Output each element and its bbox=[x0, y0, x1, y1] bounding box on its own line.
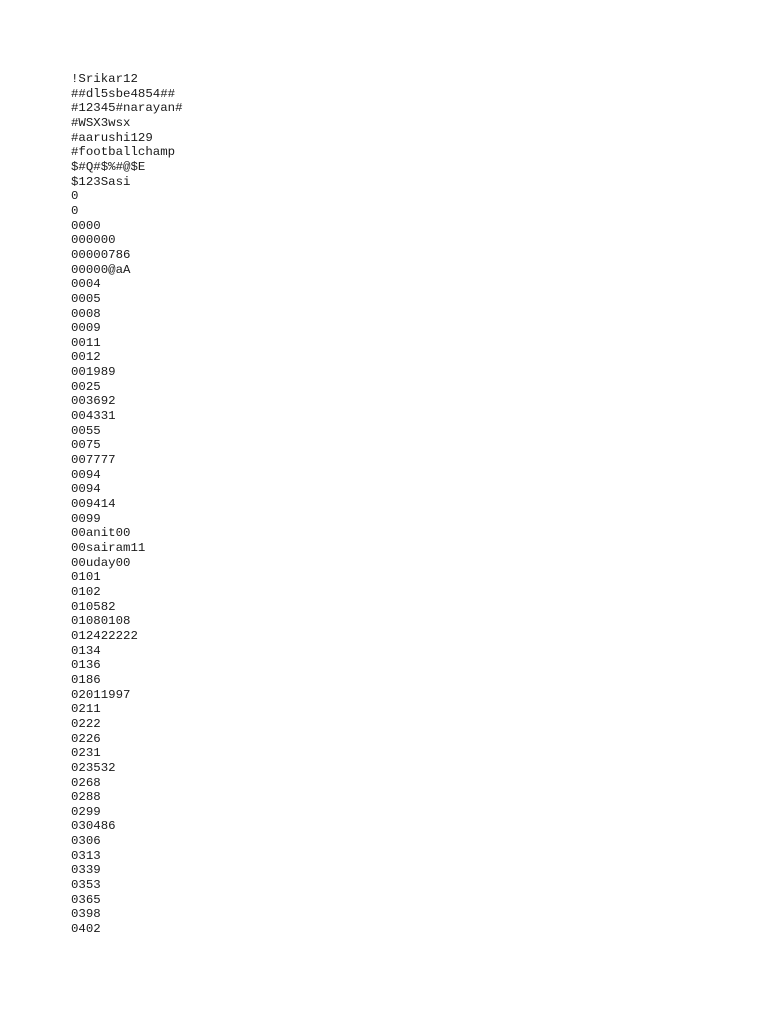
text-line: 007777 bbox=[71, 453, 116, 468]
text-line: 0101 bbox=[71, 570, 101, 585]
text-line: 000000 bbox=[71, 233, 116, 248]
text-line: 012422222 bbox=[71, 628, 138, 643]
text-line: 0226 bbox=[71, 731, 101, 746]
text-line: 0339 bbox=[71, 863, 101, 878]
text-line: 0025 bbox=[71, 379, 101, 394]
text-line: 0398 bbox=[71, 907, 101, 922]
text-line: 0211 bbox=[71, 702, 101, 717]
text-line: 0005 bbox=[71, 291, 101, 306]
text-line: $#Q#$%#@$E bbox=[71, 159, 146, 174]
text-line: 0313 bbox=[71, 848, 101, 863]
text-line: 0402 bbox=[71, 922, 101, 937]
text-line: 0099 bbox=[71, 511, 101, 526]
text-line: 0231 bbox=[71, 746, 101, 761]
text-line: 030486 bbox=[71, 819, 116, 834]
text-line: 0306 bbox=[71, 834, 101, 849]
text-line: !Srikar12 bbox=[71, 72, 138, 86]
text-line: 0353 bbox=[71, 878, 101, 893]
text-line: 0136 bbox=[71, 658, 101, 673]
text-line: 0 bbox=[71, 203, 79, 218]
text-line: 0094 bbox=[71, 482, 101, 497]
text-line: 0094 bbox=[71, 467, 101, 482]
text-line: 004331 bbox=[71, 409, 116, 424]
text-line: 00sairam11 bbox=[71, 541, 146, 555]
text-line: $123Sasi bbox=[71, 174, 131, 189]
text-line: 0008 bbox=[71, 306, 101, 321]
text-line: 0134 bbox=[71, 643, 101, 658]
text-line: 02011997 bbox=[71, 687, 131, 702]
text-line: 003692 bbox=[71, 394, 116, 409]
text-line: 0222 bbox=[71, 716, 101, 731]
text-line: 0288 bbox=[71, 790, 101, 805]
text-lines bbox=[71, 72, 183, 937]
text-line: 0365 bbox=[71, 892, 101, 907]
text-line: 0055 bbox=[71, 423, 101, 438]
text-line: 01080108 bbox=[71, 614, 131, 629]
text-line: 0009 bbox=[71, 321, 101, 336]
text-line: 010582 bbox=[71, 599, 116, 614]
text-line: #12345#narayan# bbox=[71, 101, 183, 116]
text-line: 0102 bbox=[71, 584, 101, 599]
text-line: 001989 bbox=[71, 365, 116, 380]
text-line: 0004 bbox=[71, 277, 101, 292]
text-line: 00anit00 bbox=[71, 526, 131, 541]
text-line: 00000@aA bbox=[71, 262, 131, 277]
text-line: #aarushi129 bbox=[71, 130, 153, 145]
text-line: 00uday00 bbox=[71, 555, 131, 570]
text-line: 009414 bbox=[71, 497, 116, 512]
text-line: 0012 bbox=[71, 350, 101, 365]
text-line: 0268 bbox=[71, 775, 101, 790]
text-line: #WSX3wsx bbox=[71, 115, 131, 130]
text-line: 0011 bbox=[71, 335, 101, 350]
text-line: 0186 bbox=[71, 672, 101, 687]
text-line: ##dl5sbe4854## bbox=[71, 86, 176, 101]
text-line: 0000 bbox=[71, 218, 101, 233]
text-line: #footballchamp bbox=[71, 145, 176, 160]
text-line: 0075 bbox=[71, 438, 101, 453]
text-line: 0 bbox=[71, 189, 79, 204]
text-line: 00000786 bbox=[71, 247, 131, 262]
text-line: 023532 bbox=[71, 760, 116, 775]
text-line: 0299 bbox=[71, 804, 101, 819]
